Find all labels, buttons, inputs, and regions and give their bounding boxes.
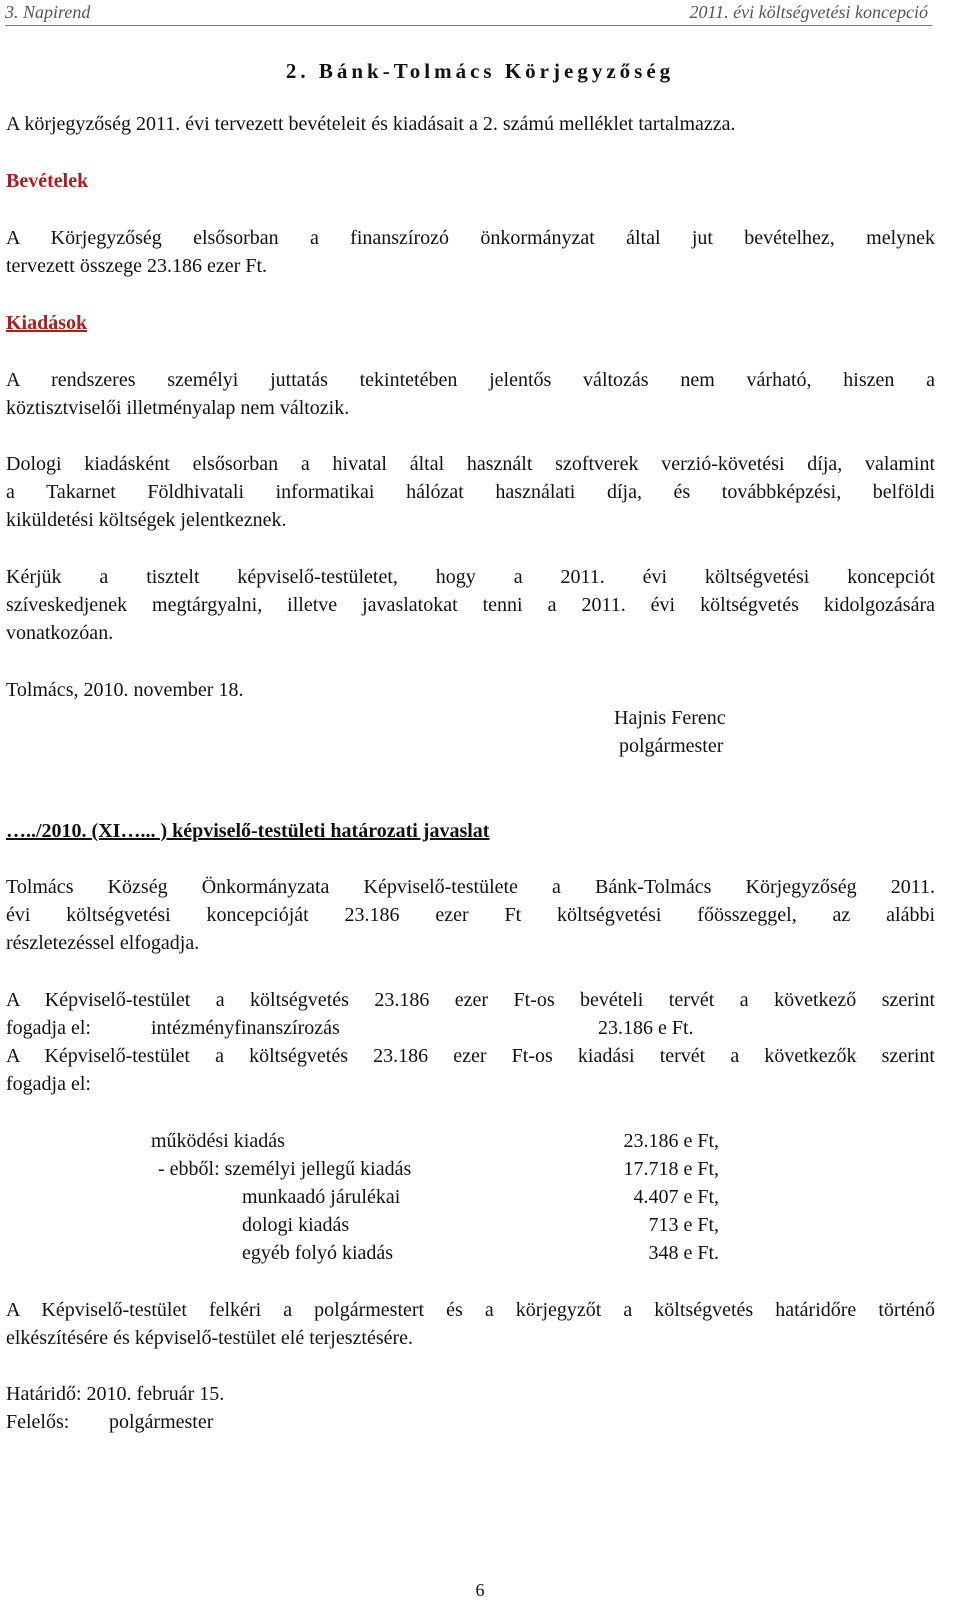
expenses-p1-line-2: köztisztviselői illetményalap nem változik. (6, 397, 350, 419)
signature-name: Hajnis Ferenc (614, 707, 726, 729)
expense-item-label: működési kiadás (151, 1130, 285, 1152)
place-date: Tolmács, 2010. november 18. (6, 679, 244, 701)
expenses-p2-line-3: kiküldetési költségek jelentkeznek. (6, 509, 287, 531)
resolution-p1-line-2: évi költségvetési koncepcióját 23.186 ezer Ft költségvetési főösszeggel, az alábbi (6, 904, 935, 926)
deadline: Határidő: 2010. február 15. (6, 1383, 225, 1405)
closing-line-1: A Képviselő-testület felkéri a polgármestert és a körjegyzőt a költségvetés határidőre történő (6, 1299, 935, 1321)
expenses-p1-line-1: A rendszeres személyi juttatás tekintetében jelentős változás nem várható, hiszen a (6, 369, 935, 391)
header-rule (5, 25, 932, 26)
closing-line-2: elkészítésére és képviselő-testület elé terjesztésére. (6, 1327, 414, 1349)
resolution-p1-line-1: Tolmács Község Önkormányzata Képviselő-testülete a Bánk-Tolmács Körjegyzőség 2011. (6, 876, 935, 898)
revenue-plan-value: 23.186 e Ft. (598, 1017, 694, 1039)
resolution-p1-line-3: részletezéssel elfogadja. (6, 932, 200, 954)
request-line-2: szíveskedjenek megtárgyalni, illetve javaslatokat tenni a 2011. évi költségvetés kidolgozására (6, 594, 935, 616)
expense-item-label: egyéb folyó kiadás (242, 1242, 394, 1264)
expense-item-value: 23.186 e Ft, (623, 1130, 719, 1152)
section-title: 2. Bánk-Tolmács Körjegyzőség (285, 59, 675, 83)
expense-plan-label: fogadja el: (6, 1073, 91, 1095)
revenue-line-2: tervezett összege 23.186 ezer Ft. (6, 255, 268, 277)
expense-item-label: - ebből: személyi jellegű kiadás (158, 1158, 412, 1180)
responsible-value: polgármester (109, 1411, 214, 1433)
expense-item-value: 348 e Ft. (648, 1242, 719, 1264)
revenue-heading: Bevételek (6, 170, 89, 192)
expenses-p2-line-2: a Takarnet Földhivatali informatikai hálózat használati díja, és továbbképzési, belföldi (6, 481, 935, 503)
responsible-label: Felelős: (6, 1411, 70, 1433)
intro-text: A körjegyzőség 2011. évi tervezett bevételeit és kiadásait a 2. számú melléklet tartalmazza. (6, 113, 736, 135)
resolution-title: …../2010. (XI…... ) képviselő-testületi határozati javaslat (6, 820, 490, 842)
expense-item-value: 713 e Ft, (648, 1214, 719, 1236)
revenue-plan-line: A Képviselő-testület a költségvetés 23.186 ezer Ft-os bevételi tervét a következő szerint (6, 989, 935, 1011)
expense-plan-line: A Képviselő-testület a költségvetés 23.186 ezer Ft-os kiadási tervét a következők szerint (6, 1045, 935, 1067)
request-line-3: vonatkozóan. (6, 622, 114, 644)
revenue-plan-item: intézményfinanszírozás (151, 1017, 340, 1039)
header-right: 2011. évi költségvetési koncepció (689, 2, 928, 22)
header-left: 3. Napirend (5, 2, 91, 22)
expense-item-value: 17.718 e Ft, (623, 1158, 719, 1180)
signature-title: polgármester (619, 735, 724, 757)
expense-item-label: munkaadó járulékai (242, 1186, 401, 1208)
revenue-line-1: A Körjegyzőség elsősorban a finanszírozó önkormányzat által jut bevételhez, melynek (6, 227, 935, 249)
page-number: 6 (475, 1580, 485, 1600)
revenue-plan-label: fogadja el: (6, 1017, 91, 1039)
expenses-heading: Kiadások (6, 312, 88, 334)
expenses-p2-line-1: Dologi kiadásként elsősorban a hivatal által használt szoftverek verzió-követési díja, valamint (6, 453, 935, 475)
expense-item-label: dologi kiadás (242, 1214, 350, 1236)
expense-item-value: 4.407 e Ft, (633, 1186, 719, 1208)
request-line-1: Kérjük a tisztelt képviselő-testületet, hogy a 2011. évi költségvetési koncepciót (6, 566, 935, 588)
